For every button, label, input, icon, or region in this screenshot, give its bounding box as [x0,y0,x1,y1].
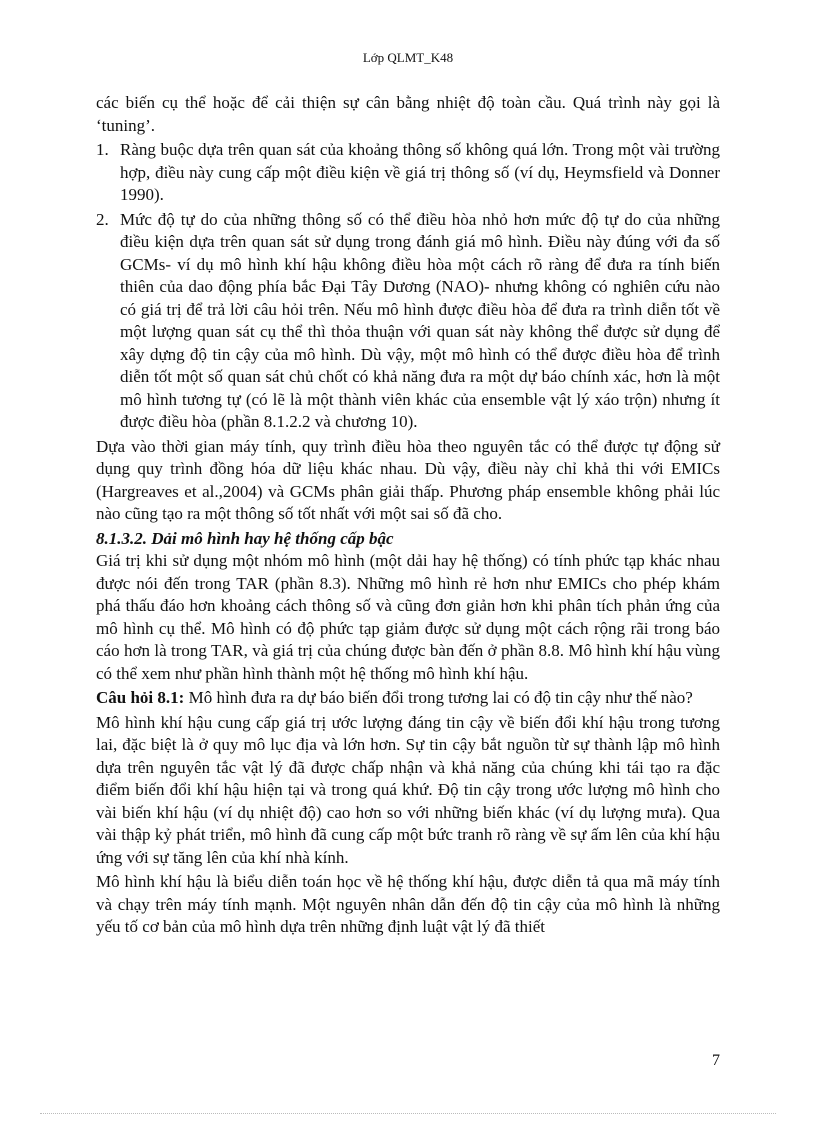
list-item-number: 2. [96,209,109,229]
list-item-text: Mức độ tự do của những thông số có thể điều hòa nhỏ hơn mức độ tự do của những điều kiện dựa trên quan sát sử dụng trong đánh giá mô hình. Điều này đúng với đa số GCMs- ví dụ mô hình khí hậu không điều hòa một cách rõ ràng để đưa ra tính biến thiên của dao động phía bắc Đại Tây Dương (NAO)- nhưng không có nghiên cứu nào có giá trị để trả lời câu hỏi trên. Nếu mô hình được điều hòa để đưa ra trình diễn tốt về một lượng quan sát cụ thể thì thỏa thuận với quan sát này không thể được sử dụng để xây dựng độ tin cậy của mô hình. Dù vậy, một mô hình có thể được điều hòa để trình diễn tốt một số quan sát chủ chốt có khả năng đưa ra một dự báo chính xác, hơn là một mô hình tương tự (có lẽ là một thành viên khác của ensemble vật lý xáo trộn) nhưng ít được điều hòa (phần 8.1.2.2 và chương 10). [120,209,720,431]
section-heading: 8.1.3.2. Dải mô hình hay hệ thống cấp bậc [96,528,394,548]
paragraph-model-definition: Mô hình khí hậu là biểu diễn toán học về hệ thống khí hậu, được diễn tả qua mã máy tính và chạy trên máy tính mạnh. Một nguyên nhân dẫn đến độ tin cậy của mô hình là những yếu tố cơ bản của mô hình dựa trên những định luật vật lý đã thiết [96,872,720,936]
page-bottom-divider [40,1112,776,1114]
question-label: Câu hỏi 8.1: [96,688,185,707]
list-item-text: Ràng buộc dựa trên quan sát của khoảng thông số không quá lớn. Trong một vài trường hợp, điều này cung cấp một điều kiện về giá trị thông số (ví dụ, Heymsfield và Donner 1990). [120,140,720,204]
page-header: Lớp QLMT_K48 [362,50,454,65]
paragraph-model-hierarchy: Giá trị khi sử dụng một nhóm mô hình (một dải hay hệ thống) có tính phức tạp khác nhau được nói đến trong TAR (phần 8.3). Những mô hình rẻ hơn như EMICs cho phép khám phá thấu đáo hơn khoảng cách thông số và cũng đơn giản hơn khi phân tích phản ứng của mô hình cụ thể. Mô hình có độ phức tạp giảm được sử dụng một cách rộng rãi trong báo cáo hơn là trong TAR, và giá trị của chúng được bàn đến ở phần 8.8. Mô hình khí hậu vùng có thể xem như phần hình thành một hệ thống mô hình khí hậu. [96,551,720,683]
page-content [96,92,720,941]
paragraph-tuning-automation: Dựa vào thời gian máy tính, quy trình điều hòa theo nguyên tắc có thể được tự động sử dụng quy trình đồng hóa dữ liệu khác nhau. Dù vậy, điều này chỉ khả thi với EMICs (Hargreaves et al.,2004) và GCMs phân giải thấp. Phương pháp ensemble không phải lúc nào cũng tạo ra một thông số tốt nhất với một sai số đã cho. [96,436,720,523]
list-item [96,139,720,207]
list-item [96,209,720,434]
list-item-number: 1. [96,140,109,159]
paragraph-model-reliability: Mô hình khí hậu cung cấp giá trị ước lượng đáng tin cậy về biến đổi khí hậu trong tương lai, đặc biệt là ở quy mô lục địa và lớn hơn. Sự tin cậy bắt nguồn từ sự thành lập mô hình dựa trên nguyên tắc vật lý đã được chấp nhận và khả năng của chúng khi tái tạo ra đặc điểm biến đổi khí hậu hiện tại và trong quá khứ. Độ tin cậy trong ước lượng mô hình cho vài biến khí hậu (ví dụ nhiệt độ) cao hơn so với những biến khác (ví dụ lượng mưa). Qua vài thập kỷ phát triển, mô hình đã cung cấp một bức tranh rõ ràng về sự ấm lên của khí hậu ứng với sự tăng lên của khí nhà kính. [96,712,720,867]
intro-paragraph: các biến cụ thể hoặc để cải thiện sự cân bằng nhiệt độ toàn cầu. Quá trình này gọi là ‘tuning’. [96,93,720,135]
question-text: Mô hình đưa ra dự báo biến đổi trong tương lai có độ tin cậy như thế nào? [184,688,693,707]
numbered-list [96,139,720,434]
question-paragraph [96,687,720,710]
page-number: 7 [712,1052,720,1069]
